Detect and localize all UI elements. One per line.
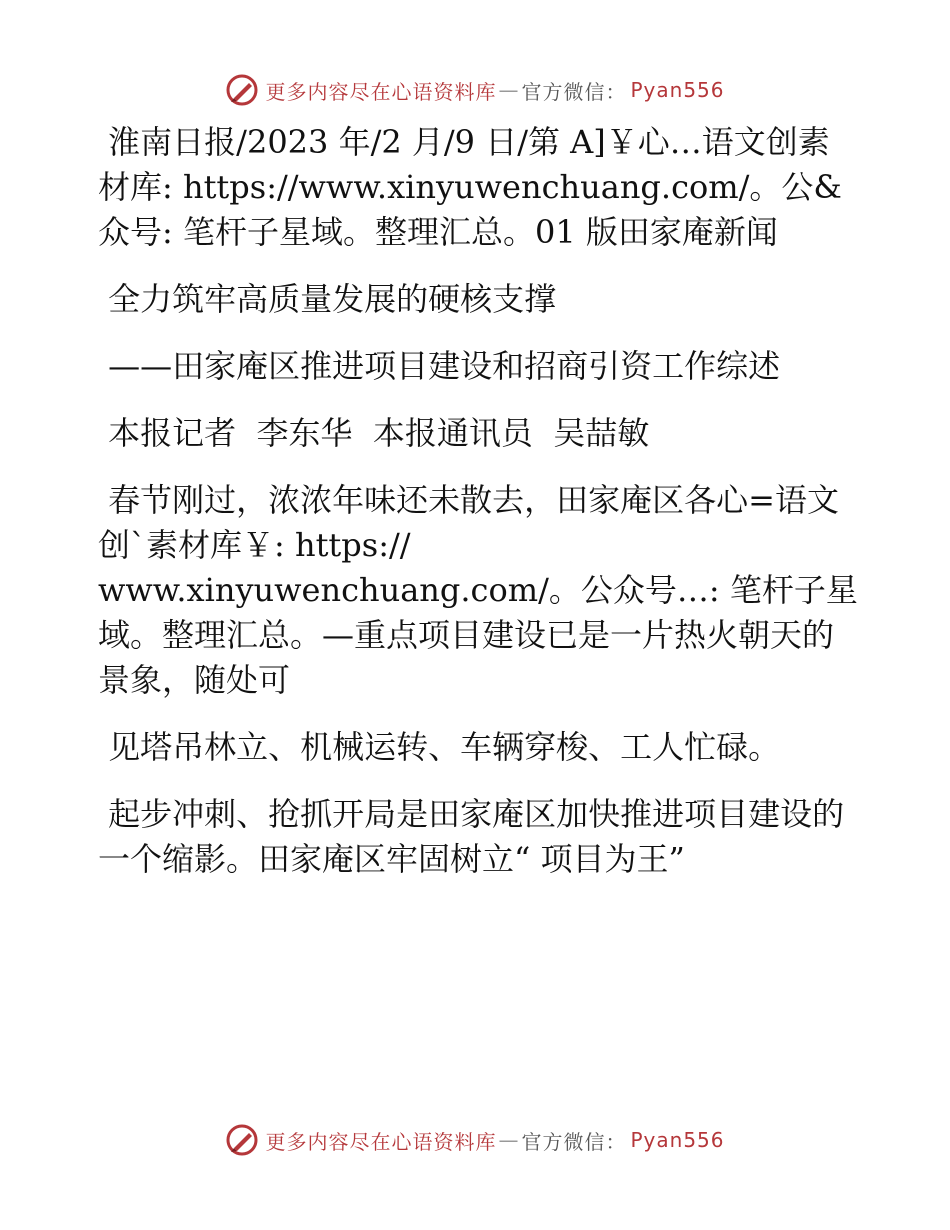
pen-logo-icon [225,1123,259,1157]
article-subtitle: ——田家庵区推进项目建设和招商引资工作综述 [98,347,781,385]
banner-wechat-id: Pyan556 [630,1128,725,1152]
banner-wechat-id: Pyan556 [630,78,725,102]
banner-label: 官方微信： [521,79,627,104]
paragraph-intro-1: 春节刚过，浓浓年味还未散去，田家庵区各心=语文创`素材库￥: https:// [98,481,839,564]
header-watermark-banner [0,70,950,110]
article-byline: 本报记者 李东华 本报通讯员 吴喆敏 [98,414,650,452]
banner-text: 更多内容尽在心语资料库 [265,1129,497,1154]
article-title: 全力筑牢高质量发展的硬核支撑 [98,280,557,318]
banner-separator: — [498,1128,520,1152]
banner-label: 官方微信： [521,1129,627,1154]
pen-logo-icon [225,73,259,107]
document-body [98,120,858,904]
paragraph-intro-3: 见塔吊林立、机械运转、车辆穿梭、工人忙碌。 [98,728,781,766]
footer-watermark-banner [0,1120,950,1160]
banner-text: 更多内容尽在心语资料库 [265,79,497,104]
banner-separator: — [498,78,520,102]
paragraph-source-line: 淮南日报/2023 年/2 月/9 日/第 A]￥心…语文创素材库: https://www.xinyuwenchuang.com/。公&众号: 笔杆子星域。整理汇总。01 版田家庵新闻 [98,123,842,251]
paragraph-intro-2: www.xinyuwenchuang.com/。公众号…: 笔杆子星域。整理汇总。—重点项目建设已是一片热火朝天的景象，随处可 [98,571,858,699]
paragraph-body-1: 起步冲刺、抢抓开局是田家庵区加快推进项目建设的一个缩影。田家庵区牢固树立“ 项目为王” [98,795,845,878]
